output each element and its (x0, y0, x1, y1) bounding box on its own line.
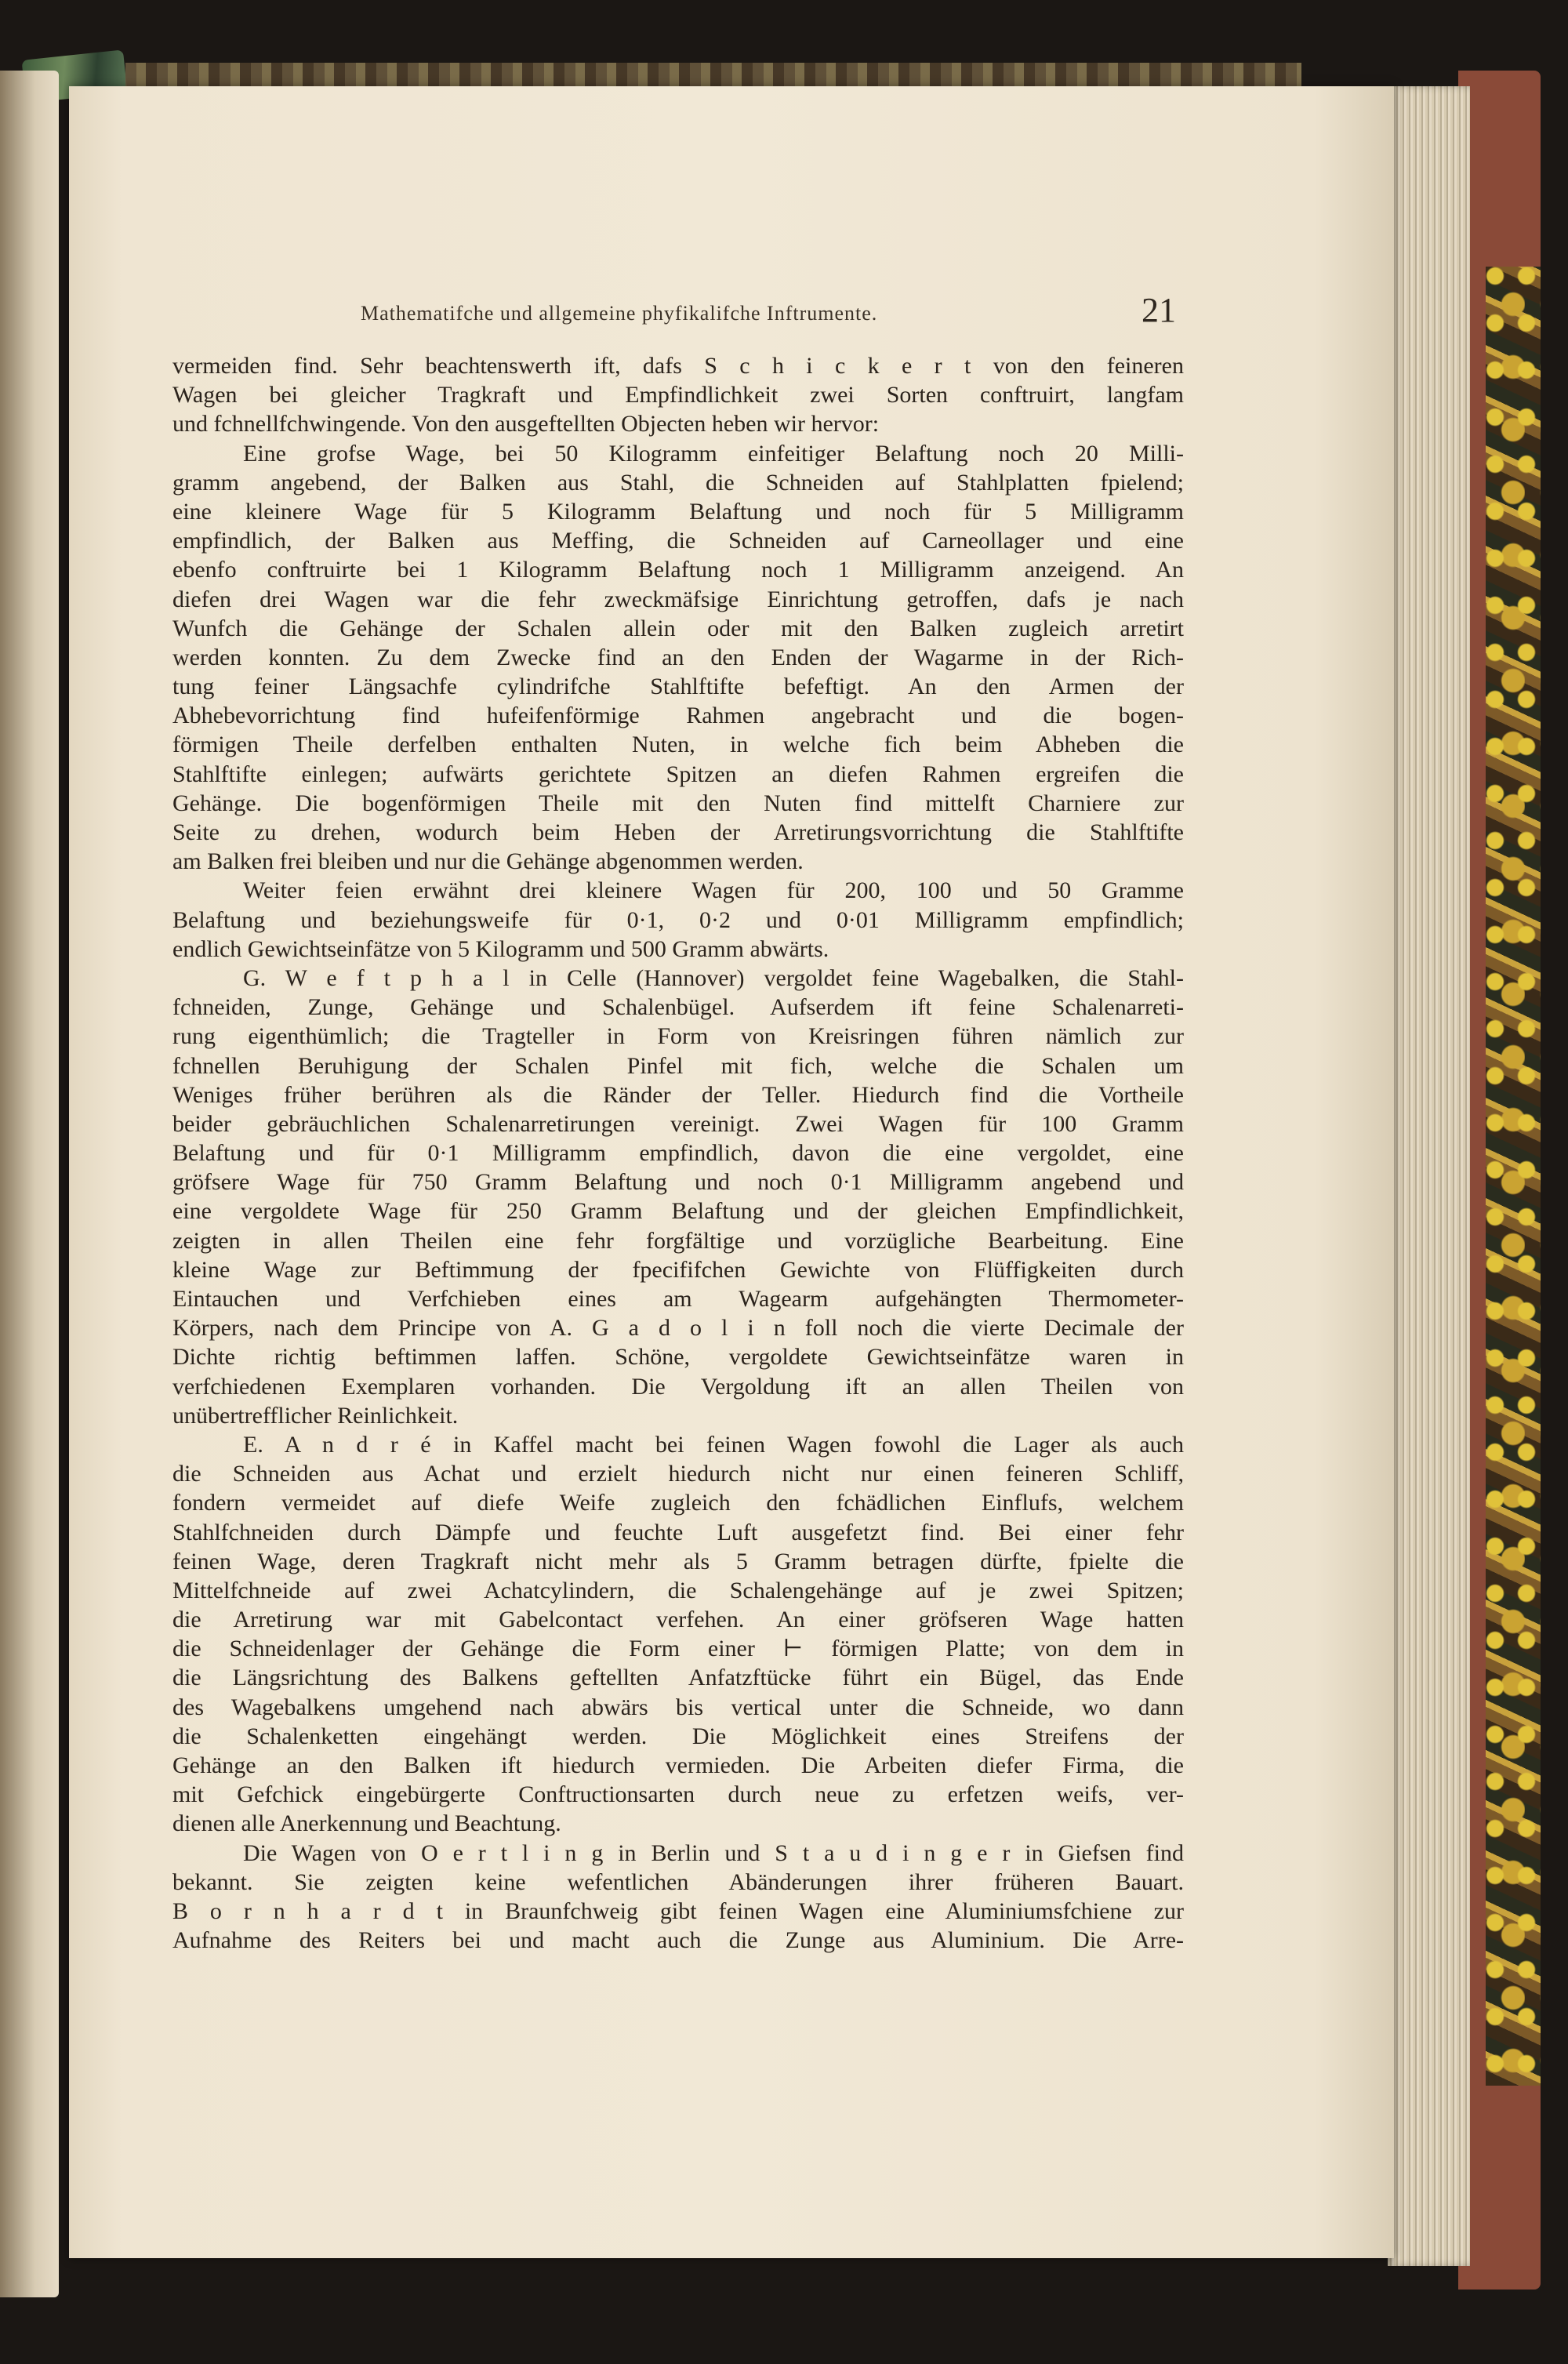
text-line: Abhebevorrichtung find hufeifenförmige Rahmen angebracht und die bogen- (172, 703, 1184, 729)
text-line: Weiter feien erwähnt drei kleinere Wagen für 200, 100 und 50 Gramme (243, 877, 1184, 904)
text-line: fchneiden, Zunge, Gehänge und Schalenbügel. Aufserdem ift feine Schalenarreti- (172, 994, 1184, 1021)
text-line: die Längsrichtung des Balkens geftellten Anfatzftücke führt ein Bügel, das Ende (172, 1665, 1184, 1691)
text-line: vermeiden find. Sehr beachtenswerth ift, dafs S c h i c k e r t von den feineren (172, 353, 1184, 379)
left-page-edge (0, 71, 59, 2297)
text-line: feinen Wage, deren Tragkraft nicht mehr als 5 Gramm betragen dürfte, fpielte die (172, 1548, 1184, 1574)
text-line: die Schalenketten eingehängt werden. Die Möglichkeit eines Streifens der (172, 1723, 1184, 1749)
text-line: Mittelfchneide auf zwei Achatcylindern, die Schalengehänge auf je zwei Spitzen; (172, 1577, 1184, 1603)
text-line: fondern vermeidet auf diefe Weife zugleich den fchädlichen Einflufs, welchem (172, 1490, 1184, 1516)
text-line: am Balken frei bleiben und nur die Gehänge abgenommen werden. (172, 848, 804, 875)
text-line: Belaftung und für 0·1 Milligramm empfindlich, davon die eine vergoldet, eine (172, 1140, 1184, 1167)
text-line: Eintauchen und Verfchieben eines am Wagearm aufgehängten Thermometer- (172, 1286, 1184, 1312)
text-line: rung eigenthümlich; die Tragteller in Form von Kreisringen führen nämlich zur (172, 1023, 1184, 1050)
text-line: unübertrefflicher Reinlichkeit. (172, 1402, 459, 1429)
text-line: Dichte richtig beftimmen laffen. Schöne, vergoldete Gewichtseinfätze waren in (172, 1344, 1184, 1371)
text-line: ebenfo conftruirte bei 1 Kilogramm Belaftung noch 1 Milligramm anzeigend. An (172, 557, 1184, 583)
text-line: die Arretirung war mit Gabelcontact verfehen. An einer gröfseren Wage hatten (172, 1607, 1184, 1633)
page-stack-edges (1388, 86, 1470, 2266)
text-line: B o r n h a r d t in Braunfchweig gibt feinen Wagen eine Aluminiumsfchiene zur (172, 1897, 1184, 1924)
text-line: eine kleinere Wage für 5 Kilogramm Belaftung und noch für 5 Milligramm (172, 498, 1184, 525)
text-line: Gehänge an den Balken ift hiedurch vermieden. Die Arbeiten diefer Firma, die (172, 1752, 1184, 1778)
text-line: E. A n d r é in Kaffel macht bei feinen Wagen fowohl die Lager als auch (243, 1431, 1184, 1458)
text-line: Weniges früher berühren als die Ränder der Teller. Hiedurch find die Vortheile (172, 1081, 1184, 1108)
text-line: beider gebräuchlichen Schalenarretirungen vereinigt. Zwei Wagen für 100 Gramm (172, 1110, 1184, 1137)
text-line: förmigen Theile derfelben enthalten Nuten, in welche fich beim Abheben die (172, 732, 1184, 758)
text-line: bekannt. Sie zeigten keine wefentlichen Abänderungen ihrer früheren Bauart. (172, 1868, 1184, 1895)
body-text (172, 351, 1184, 1955)
text-line: tung feiner Längsachfe cylindrifche Stahlftifte befeftigt. An den Armen der (172, 674, 1184, 700)
text-line: gramm angebend, der Balken aus Stahl, die Schneiden auf Stahlplatten fpielend; (172, 469, 1184, 496)
text-line: empfindlich, der Balken aus Meffing, die Schneiden auf Carneollager und eine (172, 528, 1184, 554)
text-line: die Schneiden aus Achat und erzielt hiedurch nicht nur einen feineren Schliff, (172, 1461, 1184, 1487)
text-line: diefen drei Wagen war die fehr zweckmäfsige Einrichtung getroffen, dafs je nach (172, 586, 1184, 612)
text-line: werden konnten. Zu dem Zwecke find an den Enden der Wagarme in der Rich- (172, 644, 1184, 670)
text-line: dienen alle Anerkennung und Beachtung. (172, 1810, 561, 1837)
text-line: mit Gefchick eingebürgerte Conftructionsarten durch neue zu erfetzen weifs, ver- (172, 1781, 1184, 1808)
text-line: gröfsere Wage für 750 Gramm Belaftung und noch 0·1 Milligramm angebend und (172, 1169, 1184, 1196)
text-line: Körpers, nach dem Principe von A. G a d o l i n foll noch die vierte Decimale der (172, 1315, 1184, 1342)
text-line: Stahlftifte einlegen; aufwärts gerichtete Spitzen an diefen Rahmen ergreifen die (172, 761, 1184, 787)
text-line: G. W e f t p h a l in Celle (Hannover) vergoldet feine Wagebalken, die Stahl- (243, 964, 1184, 991)
text-line: endlich Gewichtseinfätze von 5 Kilogramm und 500 Gramm abwärts. (172, 935, 829, 962)
marbled-edge (1486, 267, 1541, 2086)
text-line: Seite zu drehen, wodurch beim Heben der Arretirungsvorrichtung die Stahlftifte (172, 819, 1184, 845)
page-number: 21 (1142, 291, 1176, 329)
text-line: verfchiedenen Exemplaren vorhanden. Die Vergoldung ift an allen Theilen von (172, 1373, 1184, 1400)
text-line: Stahlfchneiden durch Dämpfe und feuchte Luft ausgefetzt find. Bei einer fehr (172, 1519, 1184, 1545)
text-line: des Wagebalkens umgehend nach abwärs bis vertical unter die Schneide, wo dann (172, 1694, 1184, 1720)
text-line: Wunfch die Gehänge der Schalen allein oder mit den Balken zugleich arretirt (172, 615, 1184, 641)
text-line: Eine grofse Wage, bei 50 Kilogramm einfeitiger Belaftung noch 20 Milli- (243, 440, 1184, 467)
text-line: zeigten in allen Theilen eine fehr forgfältige und vorzügliche Bearbeitung. Eine (172, 1227, 1184, 1254)
text-line: fchnellen Beruhigung der Schalen Pinfel mit fich, welche die Schalen um (172, 1052, 1184, 1079)
page-header (290, 290, 1176, 337)
text-line: Die Wagen von O e r t l i n g in Berlin und S t a u d i n g e r in Giefsen find (243, 1839, 1184, 1866)
text-line: kleine Wage zur Beftimmung der fpecififchen Gewichte von Flüffigkeiten durch (172, 1256, 1184, 1283)
running-head: Mathematifche und allgemeine phyfikalifche Inftrumente. (361, 302, 878, 325)
text-line: und fchnellfchwingende. Von den ausgeftellten Objecten heben wir hervor: (172, 411, 880, 438)
text-line: Aufnahme des Reiters bei und macht auch die Zunge aus Aluminium. Die Arre- (172, 1927, 1184, 1954)
text-line: die Schneidenlager der Gehänge die Form einer ⊢ förmigen Platte; von dem in (172, 1636, 1184, 1662)
text-line: eine vergoldete Wage für 250 Gramm Belaftung und der gleichen Empfindlichkeit, (172, 1198, 1184, 1225)
text-line: Wagen bei gleicher Tragkraft und Empfindlichkeit zwei Sorten conftruirt, langfam (172, 382, 1184, 409)
text-line: Belaftung und beziehungsweife für 0·1, 0·2 und 0·01 Milligramm empfindlich; (172, 906, 1184, 933)
text-line: Gehänge. Die bogenförmigen Theile mit den Nuten find mittelft Charniere zur (172, 790, 1184, 816)
